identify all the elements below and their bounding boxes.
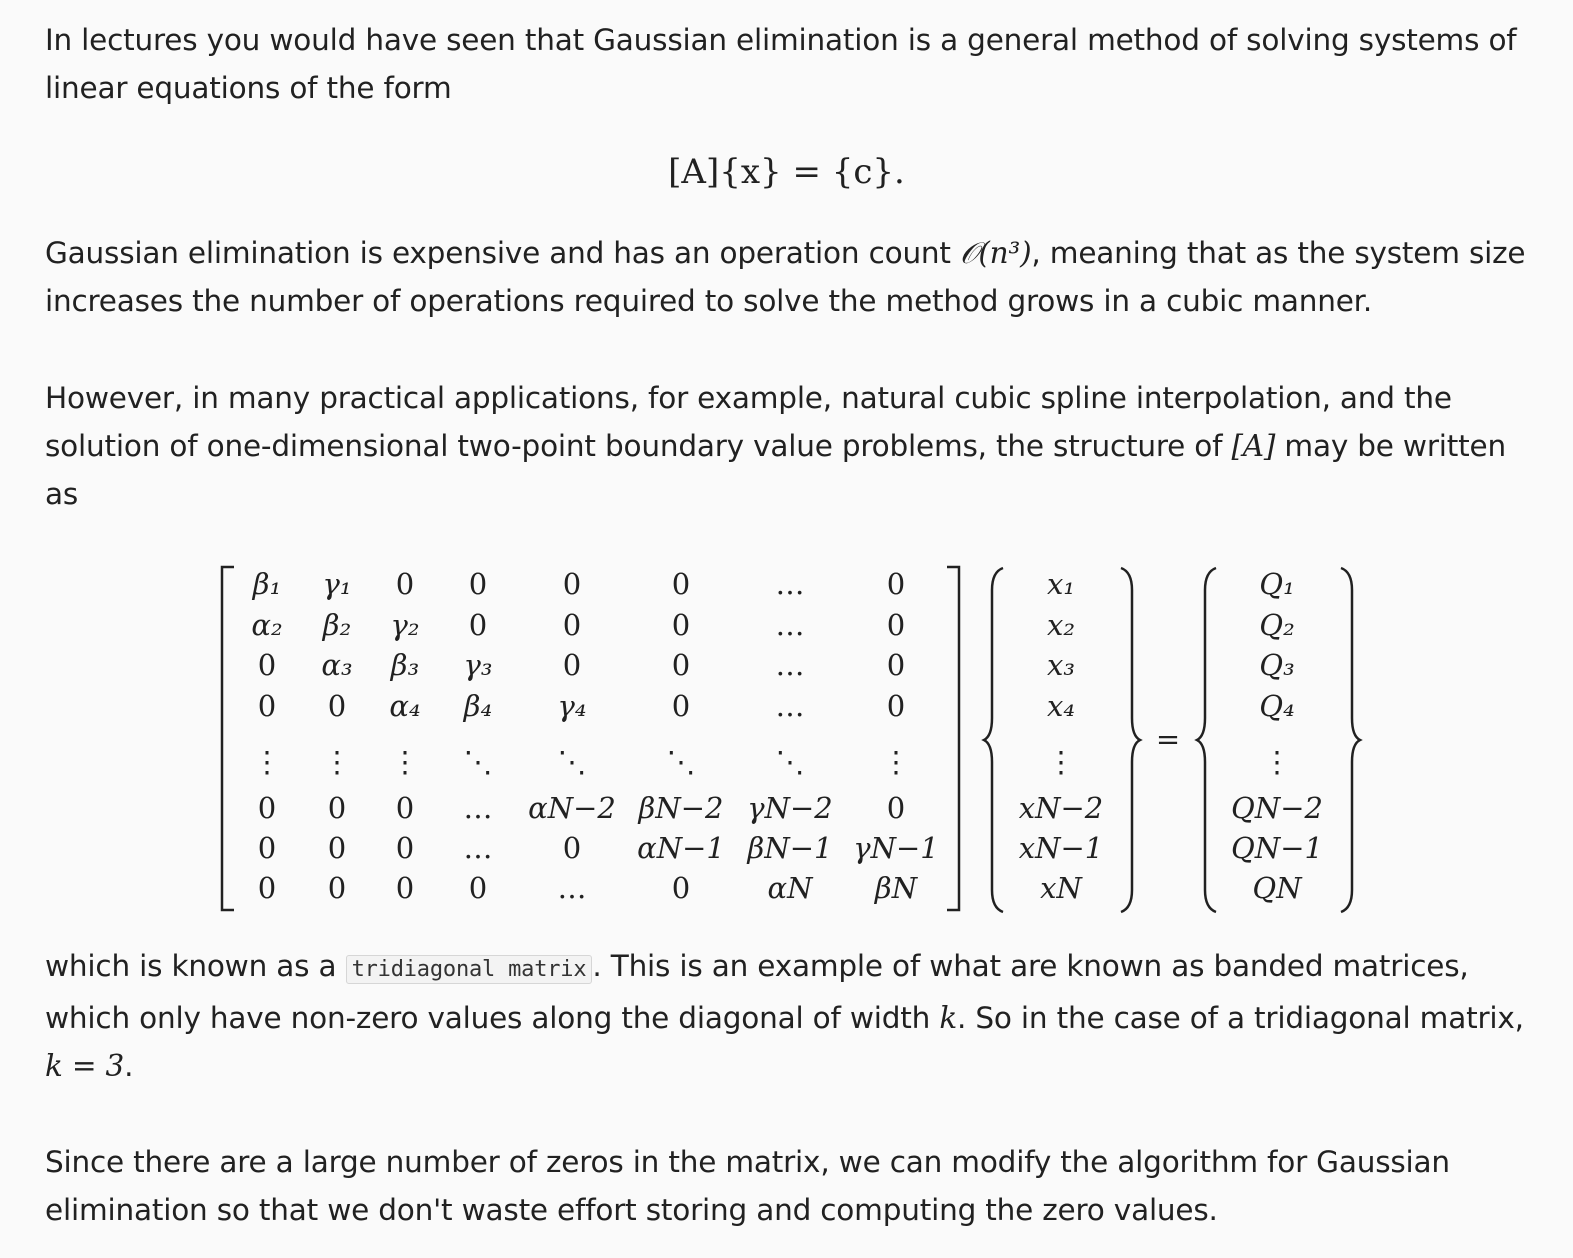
matrix-cell: 0 xyxy=(562,567,582,601)
applications-text-b: may be written as xyxy=(45,429,1506,511)
matrix-cell: β₂ xyxy=(322,608,352,642)
matrix-cell: 0 xyxy=(257,791,277,825)
matrix-cell: … xyxy=(557,871,587,905)
matrix-cell: ⋮ xyxy=(390,745,420,779)
matrix-right-bracket xyxy=(947,567,959,910)
tridiagonal-text-b: . This is an example of what are known as banded matrices, which only have non-zero values along the diagonal of width xyxy=(45,949,1469,1035)
matrix-cell: ⋮ xyxy=(881,745,911,779)
matrix-cell: αN xyxy=(767,871,813,905)
matrix-cell: ⋮ xyxy=(252,745,282,779)
matrix-cell: 0 xyxy=(671,608,691,642)
tridiagonal-text-a: which is known as a xyxy=(45,949,346,983)
matrix-cell: ⋱ xyxy=(775,745,805,779)
matrix-cell: 0 xyxy=(671,567,691,601)
operation-count-text-a: Gaussian elimination is expensive and has an operation count xyxy=(45,236,960,270)
matrix-cell: α₂ xyxy=(251,608,283,642)
matrix-cell: γN−1 xyxy=(853,831,939,865)
matrix-cell: 0 xyxy=(257,648,277,682)
matrix-cell: 0 xyxy=(562,648,582,682)
matrix-cell: 0 xyxy=(257,871,277,905)
x-vector-left-brace xyxy=(984,568,1003,912)
matrix-cell: γN−2 xyxy=(747,791,833,825)
operation-count-text-b: , meaning that as the system size increases the number of operations required to solve the method grows in a cubic manner. xyxy=(45,236,1526,318)
x-vector-entry: x₄ xyxy=(1047,689,1075,723)
x-vector-entry: xN−2 xyxy=(1018,791,1104,825)
big-o-expression: 𝒪(n³) xyxy=(959,236,1032,270)
tridiagonal-text-d: . xyxy=(124,1049,134,1083)
matrix-cell: βN−1 xyxy=(747,831,833,865)
linear-system-equation: [A]{x} = {c}. xyxy=(668,152,905,192)
matrix-cell: βN xyxy=(874,871,918,905)
matrix-cell: 0 xyxy=(257,689,277,723)
matrix-cell: … xyxy=(775,648,805,682)
matrix-a-symbol: [A] xyxy=(1231,429,1276,463)
matrix-cell: 0 xyxy=(395,791,415,825)
matrix-cell: ⋮ xyxy=(322,745,352,779)
matrix-cell: γ₃ xyxy=(463,648,493,682)
matrix-cell: 0 xyxy=(671,871,691,905)
matrix-cell: 0 xyxy=(257,831,277,865)
zeros-text: Since there are a large number of zeros in the matrix, we can modify the algorithm for Gaussian elimination so that we don't waste effort storing and computing the zero values. xyxy=(45,1145,1450,1227)
matrix-cell: γ₄ xyxy=(557,689,587,723)
matrix-cell: … xyxy=(463,791,493,825)
matrix-cell: ⋱ xyxy=(557,745,587,779)
matrix-cell: β₃ xyxy=(390,648,420,682)
matrix-cell: 0 xyxy=(327,689,347,723)
matrix-cell: 0 xyxy=(886,791,906,825)
matrix-cell: α₃ xyxy=(321,648,353,682)
zeros-paragraph xyxy=(45,1138,1530,1234)
matrix-cell: β₁ xyxy=(252,567,282,601)
q-vector-entry: QN xyxy=(1252,871,1302,905)
matrix-cell: 0 xyxy=(886,689,906,723)
tridiagonal-matrix-code: tridiagonal matrix xyxy=(346,955,593,984)
x-vector-right-brace xyxy=(1121,568,1140,912)
matrix-cell: αN−2 xyxy=(528,791,616,825)
x-vector-entry: x₃ xyxy=(1047,648,1075,682)
matrix-cell: 0 xyxy=(468,567,488,601)
matrix-cell: β₄ xyxy=(463,689,493,723)
q-vector-left-brace xyxy=(1197,568,1216,912)
matrix-cell: 0 xyxy=(562,608,582,642)
q-vector-entry: Q₄ xyxy=(1259,689,1295,723)
matrix-cell: 0 xyxy=(468,608,488,642)
matrix-cell: α₄ xyxy=(389,689,421,723)
matrix-cell: 0 xyxy=(886,648,906,682)
x-vector-entry: xN xyxy=(1040,871,1082,905)
q-vector-entry: Q₁ xyxy=(1259,567,1295,601)
matrix-cell: 0 xyxy=(886,567,906,601)
q-vector-entry: QN−1 xyxy=(1231,831,1323,865)
q-vector-right-brace xyxy=(1341,568,1360,912)
matrix-cell: … xyxy=(775,689,805,723)
tridiagonal-paragraph xyxy=(45,942,1530,1090)
matrix-cell: βN−2 xyxy=(638,791,724,825)
x-vector-entry: ⋮ xyxy=(1046,745,1076,779)
matrix-cell: 0 xyxy=(671,648,691,682)
q-vector-entry: QN−2 xyxy=(1231,791,1323,825)
matrix-cell: 0 xyxy=(327,831,347,865)
intro-text: In lectures you would have seen that Gaussian elimination is a general method of solving systems of linear equations of the form xyxy=(45,23,1517,105)
matrix-cell: … xyxy=(775,608,805,642)
matrix-cell: 0 xyxy=(562,831,582,865)
matrix-cell: ⋱ xyxy=(463,745,493,779)
x-vector-entry: x₂ xyxy=(1047,608,1075,642)
equals-sign: = xyxy=(1155,722,1181,756)
matrix-cell: 0 xyxy=(395,831,415,865)
matrix-cell: 0 xyxy=(886,608,906,642)
x-vector-entry: x₁ xyxy=(1047,567,1075,601)
applications-text-a: However, in many practical applications, for example, natural cubic spline interpolation, and the solution of one-dimensional two-point boundary value problems, the structure of xyxy=(45,381,1452,463)
matrix-cell: γ₂ xyxy=(390,608,420,642)
matrix-cell: 0 xyxy=(468,871,488,905)
matrix-left-bracket xyxy=(222,567,234,910)
matrix-cell: 0 xyxy=(395,567,415,601)
q-vector-entry: Q₃ xyxy=(1259,648,1295,682)
matrix-cell: 0 xyxy=(327,871,347,905)
matrix-cell: … xyxy=(775,567,805,601)
matrix-cell: αN−1 xyxy=(637,831,725,865)
matrix-cell: 0 xyxy=(671,689,691,723)
bandwidth-k-symbol: k xyxy=(939,1001,958,1035)
k-equals-three: k = 3 xyxy=(45,1049,125,1083)
x-vector-entry: xN−1 xyxy=(1018,831,1104,865)
matrix-cell: 0 xyxy=(395,871,415,905)
matrix-cell: … xyxy=(463,831,493,865)
matrix-cell: ⋱ xyxy=(666,745,696,779)
q-vector-entry: ⋮ xyxy=(1262,745,1292,779)
matrix-cell: γ₁ xyxy=(322,567,352,601)
tridiagonal-text-c: . So in the case of a tridiagonal matrix, xyxy=(957,1001,1524,1035)
q-vector-entry: Q₂ xyxy=(1259,608,1295,642)
matrix-cell: 0 xyxy=(327,791,347,825)
